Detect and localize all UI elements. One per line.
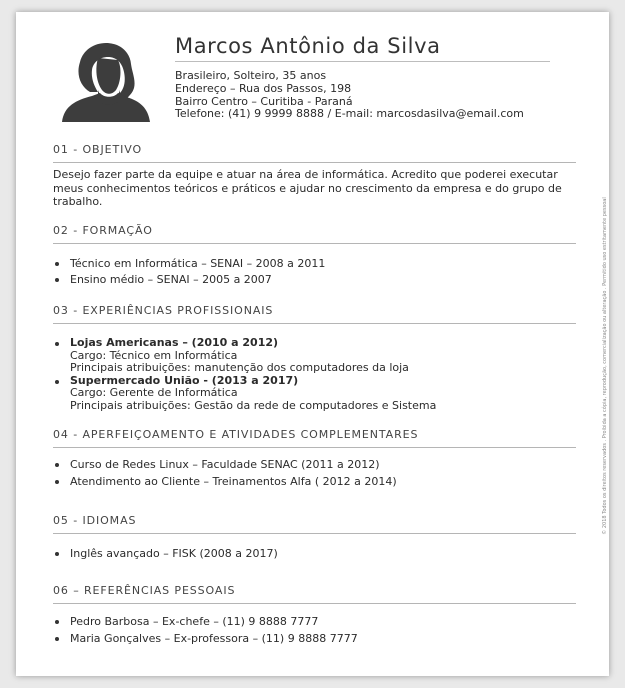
section-title: 01 - OBJETIVO	[53, 143, 143, 156]
job-duties: Principais atribuições: Gestão da rede de computadores e Sistema	[70, 398, 437, 412]
section-divider	[53, 603, 576, 604]
job-item	[53, 375, 576, 413]
references-list	[53, 615, 576, 645]
section-experiencias	[53, 304, 576, 412]
section-title: 05 - IDIOMAS	[53, 514, 137, 527]
job-item	[53, 337, 576, 375]
watermark-text: © 2018 Todos os direitos reservados . Proibida a cópia, reprodução, comercialização ou alteração . Permitido uso estritamente pessoal	[602, 197, 608, 535]
courses-list	[53, 458, 576, 488]
section-formacao	[53, 224, 576, 286]
list-item: Pedro Barbosa – Ex-chefe – (11) 9 8888 7777	[53, 615, 576, 628]
section-objetivo	[53, 143, 576, 209]
section-referencias	[53, 584, 576, 645]
list-item: Inglês avançado – FISK (2008 a 2017)	[53, 547, 576, 560]
job-role: Cargo: Gerente de Informática	[70, 386, 238, 399]
section-title: 06 – REFERÊNCIAS PESSOAIS	[53, 584, 236, 597]
section-divider	[53, 323, 576, 324]
section-divider	[53, 162, 576, 163]
section-title: 02 - FORMAÇÃO	[53, 224, 153, 237]
personal-info: Brasileiro, Solteiro, 35 anos	[175, 69, 327, 82]
section-divider	[53, 533, 576, 534]
section-title: 04 - APERFEIÇOAMENTO E ATIVIDADES COMPLEMENTARES	[53, 428, 419, 441]
job-role: Cargo: Técnico em Informática	[70, 348, 238, 362]
languages-list	[53, 547, 576, 560]
address-city: Bairro Centro – Curitiba - Paraná	[175, 94, 353, 108]
objective-text: Desejo fazer parte da equipe e atuar na área de informática. Acredito que poderei executar meus conhecimentos teóricos e práticos e ajudar no crescimento da empresa e do grupo de trabalho.	[53, 168, 562, 208]
section-divider	[53, 447, 576, 448]
job-company: Lojas Americanas – (2010 a 2012)	[70, 336, 279, 349]
profile-avatar-icon	[62, 40, 150, 122]
section-aperfeicoamento	[53, 428, 576, 488]
education-list	[53, 257, 576, 286]
contact-block	[175, 70, 524, 121]
section-title: 03 - EXPERIÊNCIAS PROFISSIONAIS	[53, 304, 274, 317]
phone-email: Telefone: (41) 9 9999 8888 / E-mail: marcosdasilva@email.com	[175, 107, 524, 121]
list-item: Ensino médio – SENAI – 2005 a 2007	[53, 273, 576, 286]
section-divider	[53, 243, 576, 244]
list-item: Curso de Redes Linux – Faculdade SENAC (2011 a 2012)	[53, 458, 576, 471]
name-divider	[175, 61, 550, 62]
job-duties: Principais atribuições: manutenção dos computadores da loja	[70, 361, 409, 374]
candidate-name: Marcos Antônio da Silva	[175, 34, 441, 58]
section-idiomas	[53, 514, 576, 560]
address-street: Endereço – Rua dos Passos, 198	[175, 81, 352, 95]
experience-list	[53, 337, 576, 412]
list-item: Técnico em Informática – SENAI – 2008 a 2011	[53, 257, 576, 270]
job-company: Supermercado União - (2013 a 2017)	[70, 373, 299, 387]
copyright-watermark	[601, 196, 609, 536]
list-item: Atendimento ao Cliente – Treinamentos Alfa ( 2012 a 2014)	[53, 475, 576, 488]
list-item: Maria Gonçalves – Ex-professora – (11) 9 8888 7777	[53, 632, 576, 645]
